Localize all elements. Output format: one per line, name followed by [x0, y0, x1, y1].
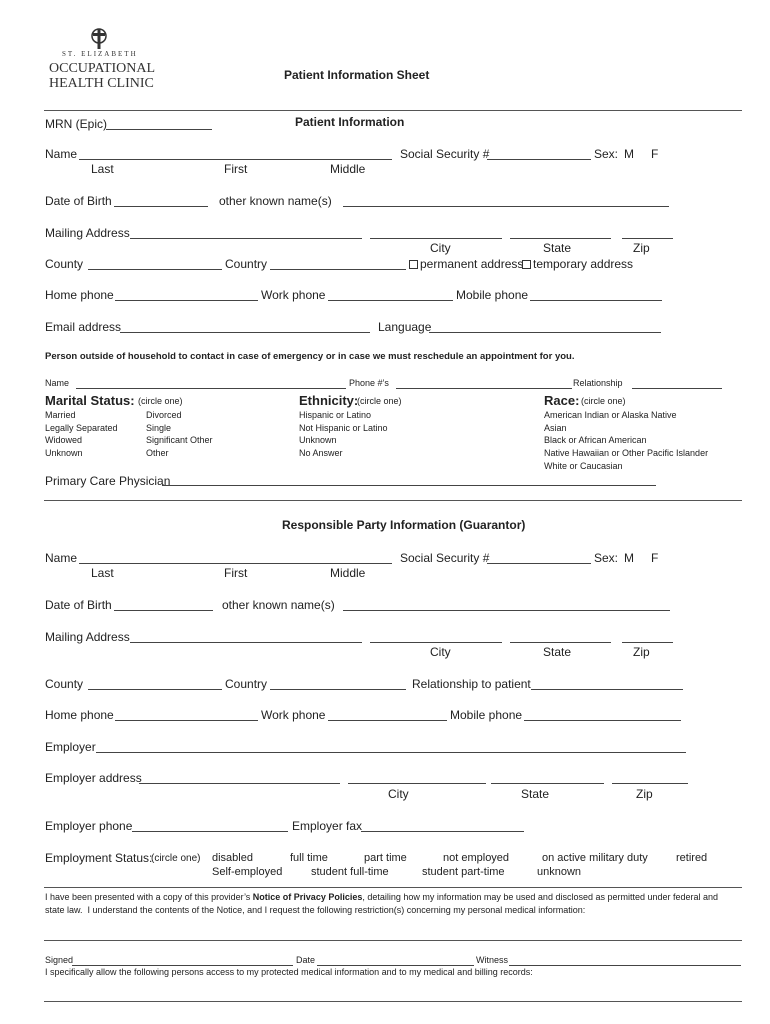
guarantor-middle-caption: Middle: [330, 566, 366, 580]
temporary-address-checkbox[interactable]: [522, 260, 531, 269]
guarantor-relationship-field[interactable]: [531, 689, 683, 690]
marital-option[interactable]: Divorced: [146, 410, 182, 420]
restrictions-field[interactable]: [44, 940, 742, 941]
race-label: Race:: [544, 393, 580, 408]
patient-country-field[interactable]: [270, 269, 406, 270]
temporary-address-label: temporary address: [533, 257, 634, 271]
employment-option[interactable]: on active military duty: [542, 852, 648, 864]
employment-option[interactable]: not employed: [443, 852, 510, 864]
patient-work-phone-field[interactable]: [328, 300, 453, 301]
privacy-notice-line1: I have been presented with a copy of this provider’s Notice of Privacy Policies, detailing how my information may be used and disclosed as permitted under federal and: [45, 892, 719, 902]
guarantor-section-divider: [44, 887, 742, 888]
guarantor-zip-caption: Zip: [633, 645, 650, 659]
guarantor-name-label: Name: [45, 551, 78, 565]
patient-section-title: Patient Information: [295, 115, 405, 129]
marital-option[interactable]: Unknown: [45, 448, 83, 458]
patient-work-phone-label: Work phone: [261, 288, 326, 302]
privacy-notice-line2: state law. I understand the contents of the Notice, and I request the following restriction(s) concerning my personal medical information:: [45, 905, 586, 915]
logo-name-line1: OCCUPATIONAL: [49, 61, 156, 76]
patient-mailing-zip-field[interactable]: [622, 238, 673, 239]
guarantor-county-label: County: [45, 677, 84, 691]
patient-name-label: Name: [45, 147, 78, 161]
guarantor-country-field[interactable]: [270, 689, 406, 690]
access-authorization-text: I specifically allow the following persons access to my protected medical information and to my medical and billing records:: [45, 967, 533, 977]
guarantor-mailing-label: Mailing Address: [45, 630, 130, 644]
guarantor-other-names-field[interactable]: [343, 610, 670, 611]
emergency-phone-label: Phone #’s: [349, 378, 389, 388]
guarantor-country-label: Country: [225, 677, 268, 691]
patient-county-field[interactable]: [88, 269, 222, 270]
patient-section-divider: [44, 500, 742, 501]
employment-option[interactable]: retired: [676, 852, 708, 864]
guarantor-ssn-field[interactable]: [487, 563, 591, 564]
race-option[interactable]: Black or African American: [544, 435, 647, 445]
signed-field[interactable]: [72, 965, 293, 966]
guarantor-relationship-label: Relationship to patient: [412, 677, 531, 691]
ethnicity-option[interactable]: No Answer: [299, 448, 343, 458]
patient-mailing-street-field[interactable]: [130, 238, 362, 239]
marital-status-hint: (circle one): [138, 396, 183, 406]
date-field[interactable]: [317, 965, 474, 966]
employer-label: Employer: [45, 740, 96, 754]
employer-fax-field[interactable]: [361, 831, 524, 832]
patient-home-phone-field[interactable]: [115, 300, 258, 301]
guarantor-city-caption: City: [430, 645, 451, 659]
employment-option[interactable]: Self-employed: [212, 866, 283, 878]
employment-option[interactable]: unknown: [537, 866, 582, 878]
patient-ssn-label: Social Security #: [400, 147, 490, 161]
employer-address-street-field[interactable]: [139, 783, 340, 784]
mrn-label: MRN (Epic): [45, 117, 107, 131]
patient-mobile-phone-field[interactable]: [530, 300, 662, 301]
patient-city-caption: City: [430, 241, 451, 255]
marital-option[interactable]: Widowed: [45, 435, 83, 445]
clinic-logo: [46, 28, 156, 94]
employer-city-caption: City: [388, 787, 409, 801]
employment-option[interactable]: disabled: [212, 852, 253, 864]
patient-mobile-phone-label: Mobile phone: [456, 288, 529, 302]
employer-address-label: Employer address: [45, 771, 142, 785]
patient-other-names-field[interactable]: [343, 206, 669, 207]
marital-option[interactable]: Married: [45, 410, 76, 420]
guarantor-sex-label: Sex:: [594, 551, 619, 565]
guarantor-mailing-street-field[interactable]: [130, 642, 362, 643]
ethnicity-option[interactable]: Not Hispanic or Latino: [299, 423, 388, 433]
employer-phone-field[interactable]: [132, 831, 288, 832]
emergency-relationship-label: Relationship: [573, 378, 623, 388]
ethnicity-label: Ethnicity:: [299, 393, 359, 408]
guarantor-dob-field[interactable]: [114, 610, 213, 611]
pcp-label: Primary Care Physician: [45, 474, 171, 488]
emergency-instruction: Person outside of household to contact in case of emergency or in case we must reschedule an appointment for you.: [45, 351, 575, 362]
emergency-relationship-field[interactable]: [632, 388, 722, 389]
guarantor-mailing-city-field[interactable]: [370, 642, 502, 643]
guarantor-last-caption: Last: [91, 566, 114, 580]
ethnicity-option[interactable]: Unknown: [299, 435, 337, 445]
guarantor-sex-f-option[interactable]: F: [651, 551, 659, 565]
emergency-phone-field[interactable]: [396, 388, 572, 389]
patient-email-label: Email address: [45, 320, 122, 334]
marital-option[interactable]: Significant Other: [146, 435, 213, 445]
patient-mailing-state-field[interactable]: [510, 238, 611, 239]
employer-address-zip-field[interactable]: [612, 783, 688, 784]
patient-dob-field[interactable]: [114, 206, 208, 207]
pcp-field[interactable]: [162, 485, 656, 486]
guarantor-section-title: Responsible Party Information (Guarantor): [282, 518, 526, 532]
ethnicity-hint: (circle one): [357, 396, 402, 406]
guarantor-county-field[interactable]: [88, 689, 222, 690]
logo-org-small: ST. ELIZABETH: [62, 50, 138, 58]
race-option[interactable]: White or Caucasian: [544, 461, 623, 471]
guarantor-first-caption: First: [224, 566, 248, 580]
guarantor-dob-label: Date of Birth: [45, 598, 112, 612]
employer-phone-label: Employer phone: [45, 819, 133, 833]
patient-state-caption: State: [543, 241, 572, 255]
race-option[interactable]: Native Hawaiian or Other Pacific Islander: [544, 448, 709, 458]
patient-language-label: Language: [378, 320, 432, 334]
patient-middle-caption: Middle: [330, 162, 366, 176]
authorized-persons-field[interactable]: [44, 1001, 742, 1002]
guarantor-mobile-phone-label: Mobile phone: [450, 708, 523, 722]
guarantor-sex-m-option[interactable]: M: [624, 551, 634, 565]
guarantor-home-phone-field[interactable]: [115, 720, 258, 721]
permanent-address-label: permanent address: [420, 257, 524, 271]
patient-mailing-label: Mailing Address: [45, 226, 130, 240]
ethnicity-option[interactable]: Hispanic or Latino: [299, 410, 372, 420]
patient-zip-caption: Zip: [633, 241, 650, 255]
employment-option[interactable]: student part-time: [422, 866, 505, 878]
employer-state-caption: State: [521, 787, 550, 801]
date-label: Date: [296, 955, 316, 965]
guarantor-state-caption: State: [543, 645, 572, 659]
cross-emblem-icon: [89, 28, 109, 50]
guarantor-name-field[interactable]: [79, 563, 392, 564]
marital-option[interactable]: Single: [146, 423, 172, 433]
patient-home-phone-label: Home phone: [45, 288, 114, 302]
patient-language-field[interactable]: [429, 332, 661, 333]
mrn-field[interactable]: [106, 129, 212, 130]
employment-status-label: Employment Status:: [45, 851, 153, 865]
witness-label: Witness: [476, 955, 509, 965]
employment-option[interactable]: student full-time: [311, 866, 389, 878]
guarantor-home-phone-label: Home phone: [45, 708, 114, 722]
guarantor-mobile-phone-field[interactable]: [524, 720, 681, 721]
guarantor-ssn-label: Social Security #: [400, 551, 490, 565]
patient-other-names-label: other known name(s): [219, 194, 332, 208]
patient-name-field[interactable]: [79, 159, 392, 160]
guarantor-mailing-zip-field[interactable]: [622, 642, 673, 643]
employer-address-state-field[interactable]: [491, 783, 604, 784]
employment-status-hint: (circle one): [151, 853, 201, 864]
marital-option[interactable]: Legally Separated: [45, 423, 118, 433]
emergency-name-field[interactable]: [76, 388, 346, 389]
patient-dob-label: Date of Birth: [45, 194, 112, 208]
employment-option[interactable]: part time: [364, 852, 407, 864]
page-title: Patient Information Sheet: [284, 68, 430, 82]
temporary-address-option[interactable]: [522, 257, 633, 271]
patient-sex-label: Sex:: [594, 147, 619, 161]
patient-first-caption: First: [224, 162, 248, 176]
race-option[interactable]: American Indian or Alaska Native: [544, 410, 677, 420]
race-hint: (circle one): [581, 396, 626, 406]
guarantor-work-phone-label: Work phone: [261, 708, 326, 722]
signed-label: Signed: [45, 955, 74, 965]
patient-last-caption: Last: [91, 162, 114, 176]
marital-option[interactable]: Other: [146, 448, 169, 458]
patient-country-label: Country: [225, 257, 268, 271]
employer-fax-label: Employer fax: [292, 819, 363, 833]
race-option[interactable]: Asian: [544, 423, 567, 433]
patient-sex-m-option[interactable]: M: [624, 147, 634, 161]
patient-email-field[interactable]: [120, 332, 370, 333]
patient-mailing-city-field[interactable]: [370, 238, 502, 239]
guarantor-mailing-state-field[interactable]: [510, 642, 611, 643]
permanent-address-option[interactable]: [409, 257, 523, 271]
employment-option[interactable]: full time: [290, 852, 328, 864]
guarantor-other-names-label: other known name(s): [222, 598, 335, 612]
marital-status-label: Marital Status:: [45, 393, 135, 408]
logo-name-line2: HEALTH CLINIC: [49, 76, 154, 91]
title-divider: [44, 110, 742, 111]
guarantor-work-phone-field[interactable]: [328, 720, 447, 721]
patient-county-label: County: [45, 257, 84, 271]
patient-sex-f-option[interactable]: F: [651, 147, 659, 161]
employer-zip-caption: Zip: [636, 787, 653, 801]
employer-address-city-field[interactable]: [348, 783, 486, 784]
emergency-name-label: Name: [45, 378, 70, 388]
witness-field[interactable]: [509, 965, 741, 966]
patient-ssn-field[interactable]: [487, 159, 591, 160]
permanent-address-checkbox[interactable]: [409, 260, 418, 269]
employer-field[interactable]: [96, 752, 686, 753]
